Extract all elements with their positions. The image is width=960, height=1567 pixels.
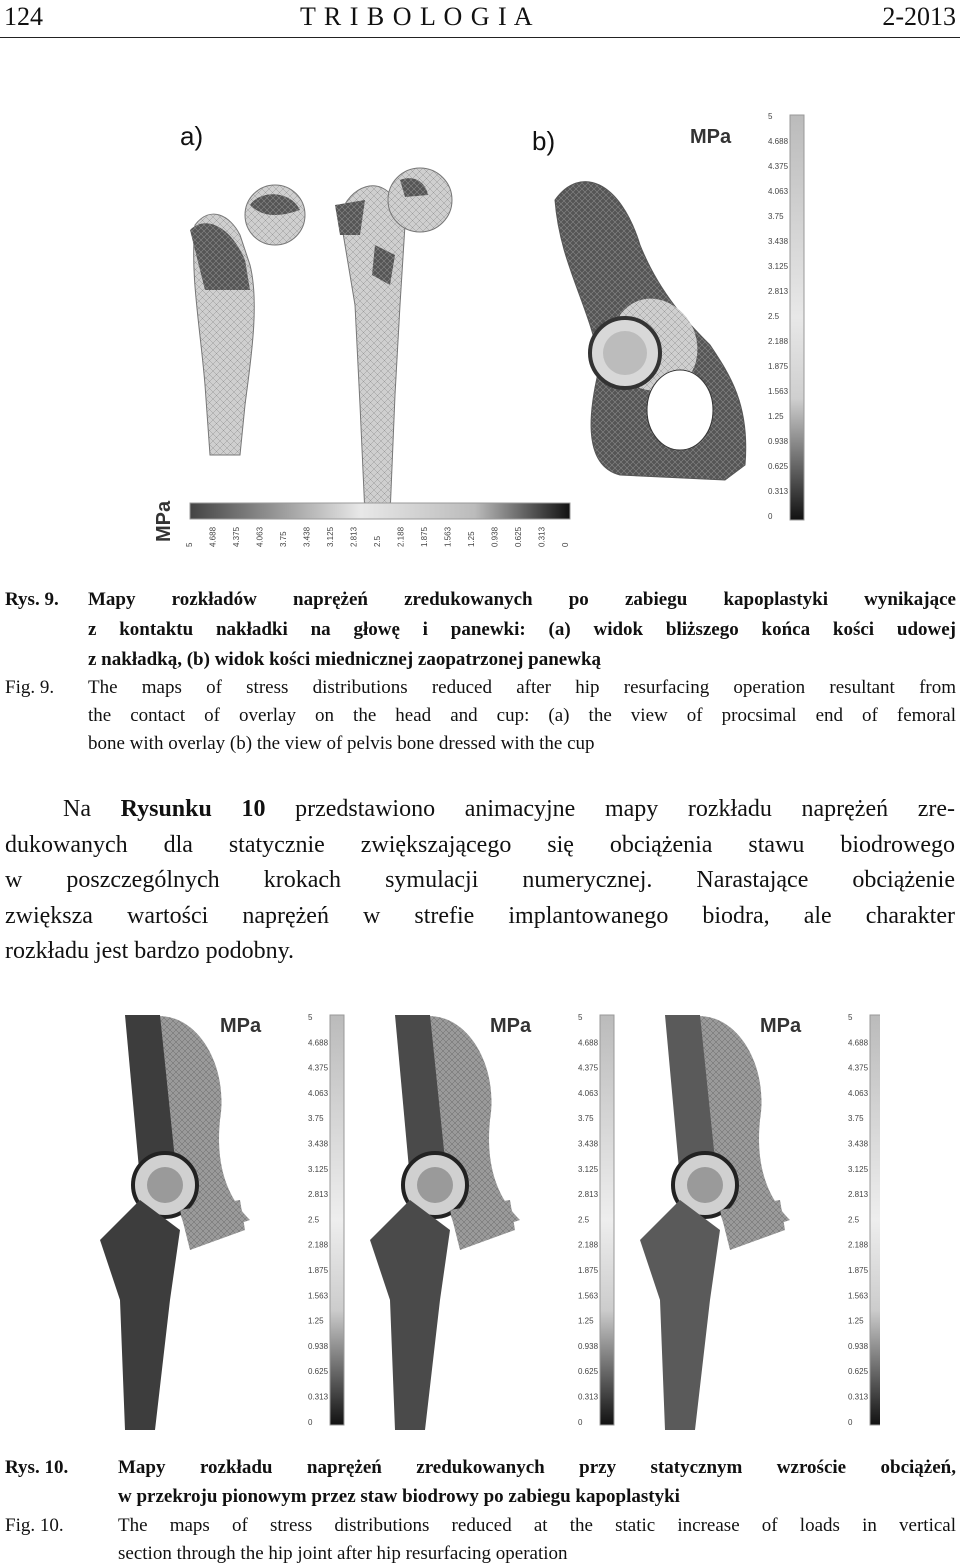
- caption9-pl-line2: z kontaktu nakładki na głowę i panewki: (a) widok bliższego końca kości udowej: [88, 619, 956, 640]
- scale-tick-label: 3.75: [578, 1114, 594, 1124]
- scale-tick-label: 2.813: [578, 1190, 599, 1200]
- scale-tick-label: 1.875: [308, 1266, 329, 1275]
- scale-tick-label: 4.688: [768, 137, 789, 146]
- scale-tick-label: 4.063: [848, 1088, 869, 1098]
- scale-tick-label: 1.563: [578, 1291, 599, 1301]
- scale-tick-label: 1.563: [443, 526, 453, 547]
- color-scale-vertical: [790, 115, 804, 520]
- scale-tick-label: 0: [561, 542, 570, 547]
- scale-tick-label: 1.25: [467, 531, 476, 547]
- scale-tick-label: 3.125: [308, 1164, 329, 1174]
- para-l1-pre: Na: [63, 796, 121, 822]
- para-l4: zwiększa wartości naprężeń w strefie implantowanego biodra, ale charakter: [5, 902, 955, 929]
- scale-tick-label: 0.938: [768, 437, 789, 446]
- label-a: a): [180, 121, 204, 151]
- scale-tick-label: 0.938: [848, 1341, 869, 1351]
- scale-tick-label: 2.5: [373, 535, 382, 547]
- scale-tick-label: 5: [185, 542, 194, 547]
- scale-tick-label: 0.938: [578, 1341, 599, 1351]
- scale-tick-label: 0.625: [848, 1367, 869, 1377]
- scale-tick-label: 3.438: [768, 237, 789, 246]
- scale-tick-label: 4.375: [232, 526, 241, 547]
- scale-tick-label: 5: [768, 112, 773, 121]
- scale-tick-label: 1.875: [848, 1266, 869, 1275]
- scale-tick-label: 4.063: [308, 1088, 329, 1098]
- caption9-pl-label: Rys. 9.: [5, 589, 59, 610]
- unit-label: MPa: [490, 1015, 532, 1037]
- issue-number: 2-2013: [882, 2, 956, 31]
- unit-label: MPa: [220, 1015, 262, 1037]
- scale-tick-label: 0.625: [578, 1367, 599, 1377]
- scale-tick-label: 3.75: [308, 1114, 324, 1124]
- scale-tick-label: 2.5: [578, 1215, 590, 1225]
- scale-tick-label: 1.875: [578, 1266, 599, 1275]
- hip-section-panel: [640, 1015, 790, 1430]
- header-rule: [0, 37, 960, 38]
- scale-tick-label: 2.813: [848, 1190, 869, 1200]
- scale-tick-label: 2.188: [308, 1240, 329, 1250]
- scale-tick-label: 4.688: [308, 1038, 329, 1048]
- scale-tick-label: 3.438: [308, 1139, 329, 1149]
- scale-tick-label: 2.813: [308, 1190, 329, 1200]
- caption10-pl-line1: Mapy rozkładu naprężeń zredukowanych przy statycznym wzroście obciążeń,: [118, 1457, 956, 1478]
- unit-label: MPa: [760, 1015, 802, 1037]
- hip-section-panel: [100, 1015, 250, 1430]
- scale-tick-label: 3.125: [326, 526, 335, 547]
- unit-label-b: MPa: [690, 126, 732, 148]
- caption10-en-label: Fig. 10.: [5, 1515, 64, 1536]
- caption10-pl-label: Rys. 10.: [5, 1457, 69, 1478]
- scale-tick-label: 0.313: [578, 1392, 599, 1402]
- caption9-en-line2: the contact of overlay on the head and cup: (a) the view of procsimal end of femoral: [88, 705, 956, 726]
- scale-tick-label: 5: [578, 1013, 583, 1022]
- femur-section: [335, 168, 452, 515]
- scale-ticks-horizontal: [185, 526, 570, 547]
- scale-tick-label: 1.25: [768, 412, 784, 421]
- scale-tick-label: 0.625: [514, 526, 523, 547]
- para-figure-ref: Rysunku 10: [120, 796, 266, 822]
- para-l3: w poszczególnych krokach symulacji numerycznej. Narastające obciążenie: [5, 867, 955, 893]
- body-paragraph: [5, 792, 955, 970]
- scale-tick-label: 0.625: [308, 1367, 329, 1377]
- para-l1-post: przedstawiono animacyjne mapy rozkładu naprężeń zre-: [265, 796, 956, 822]
- caption10-en-line2: section through the hip joint after hip resurfacing operation: [118, 1543, 568, 1564]
- scale-tick-label: 2.5: [308, 1215, 320, 1225]
- journal-title: T R I B O L O G I A: [300, 2, 534, 31]
- scale-tick-label: 5: [308, 1013, 313, 1022]
- scale-tick-label: 1.25: [578, 1316, 594, 1326]
- unit-label-a: MPa: [153, 500, 175, 542]
- scale-tick-label: 0.313: [537, 526, 547, 547]
- hip-section-panel: [370, 1015, 520, 1430]
- scale-tick-label: 4.375: [848, 1063, 869, 1073]
- color-scale: [330, 1015, 344, 1425]
- scale-tick-label: 4.688: [208, 526, 218, 547]
- scale-tick-label: 1.563: [768, 387, 789, 396]
- figure-9-image: [150, 105, 810, 555]
- scale-tick-label: 0: [578, 1417, 583, 1427]
- scale-ticks-vertical: [768, 112, 789, 521]
- caption9-en-label: Fig. 9.: [5, 677, 55, 698]
- scale-tick-label: 4.375: [768, 162, 789, 171]
- scale-tick-label: 3.75: [279, 531, 288, 547]
- scale-tick-label: 1.25: [308, 1316, 324, 1326]
- scale-tick-label: 0: [768, 512, 773, 521]
- para-l2: dukowanych dla statycznie zwiększającego się obciążenia stawu biodrowego: [5, 831, 955, 858]
- scale-tick-label: 3.438: [302, 526, 312, 547]
- scale-tick-label: 0: [308, 1417, 313, 1427]
- color-scale: [870, 1015, 880, 1425]
- scale-tick-label: 0.313: [308, 1392, 329, 1402]
- scale-tick-label: 2.5: [768, 312, 780, 321]
- figure-9: [150, 105, 810, 555]
- scale-tick-label: 3.125: [848, 1164, 869, 1174]
- scale-tick-label: 4.375: [578, 1063, 599, 1073]
- caption9-pl-line1: Mapy rozkładów naprężeń zredukowanych po zabiegu kapoplastyki wynikające: [88, 589, 956, 610]
- scale-tick-label: 2.188: [848, 1240, 869, 1250]
- scale-tick-label: 3.125: [768, 262, 789, 271]
- scale-tick-label: 2.188: [768, 337, 789, 346]
- scale-tick-label: 1.875: [768, 362, 789, 371]
- scale-tick-label: 3.438: [848, 1139, 869, 1149]
- scale-tick-label: 0.625: [768, 462, 789, 471]
- scale-tick-label: 1.25: [848, 1316, 864, 1326]
- scale-tick-label: 1.563: [308, 1291, 329, 1301]
- scale-tick-label: 2.813: [349, 526, 359, 547]
- scale-tick-label: 3.75: [768, 212, 784, 221]
- scale-tick-label: 4.063: [578, 1088, 599, 1098]
- scale-tick-label: 0.313: [848, 1392, 869, 1402]
- scale-tick-label: 1.875: [420, 526, 429, 547]
- scale-tick-label: 3.125: [578, 1164, 599, 1174]
- scale-tick-label: 4.063: [255, 526, 265, 547]
- scale-tick-label: 0: [848, 1417, 853, 1427]
- color-scale: [600, 1015, 614, 1425]
- figure-10: [80, 1000, 880, 1440]
- color-scale-horizontal: [190, 503, 570, 519]
- scale-tick-label: 4.375: [308, 1063, 329, 1073]
- scale-tick-label: 0.938: [490, 526, 500, 547]
- caption9-en-line1: The maps of stress distributions reduced after hip resurfacing operation resultant from: [88, 677, 956, 698]
- scale-tick-label: 2.813: [768, 287, 789, 296]
- scale-tick-label: 2.188: [578, 1240, 599, 1250]
- caption10-en-line1: The maps of stress distributions reduced at the static increase of loads in vertical: [118, 1515, 956, 1536]
- scale-tick-label: 2.188: [396, 526, 406, 547]
- scale-tick-label: 0.938: [308, 1341, 329, 1351]
- scale-tick-label: 3.75: [848, 1114, 864, 1124]
- figure-10-image: [80, 1000, 880, 1440]
- para-l5: rozkładu jest bardzo podobny.: [5, 938, 295, 964]
- scale-tick-label: 4.688: [578, 1038, 599, 1048]
- caption9-en-line3: bone with overlay (b) the view of pelvis bone dressed with the cup: [88, 733, 595, 754]
- scale-tick-label: 4.688: [848, 1038, 869, 1048]
- scale-tick-label: 1.563: [848, 1291, 869, 1301]
- scale-tick-label: 2.5: [848, 1215, 860, 1225]
- femur-a: [190, 185, 305, 455]
- scale-tick-label: 4.063: [768, 187, 789, 196]
- scale-tick-label: 0.313: [768, 487, 789, 496]
- pelvis-b: [555, 182, 746, 480]
- caption10-pl-line2: w przekroju pionowym przez staw biodrowy po zabiegu kapoplastyki: [118, 1486, 680, 1507]
- page-header: [0, 0, 960, 38]
- scale-tick-label: 5: [848, 1013, 853, 1022]
- page-number: 124: [4, 2, 43, 31]
- caption9-pl-line3: z nakładką, (b) widok kości miednicznej zaopatrzonej panewką: [88, 649, 602, 670]
- scale-tick-label: 3.438: [578, 1139, 599, 1149]
- label-b: b): [532, 126, 556, 156]
